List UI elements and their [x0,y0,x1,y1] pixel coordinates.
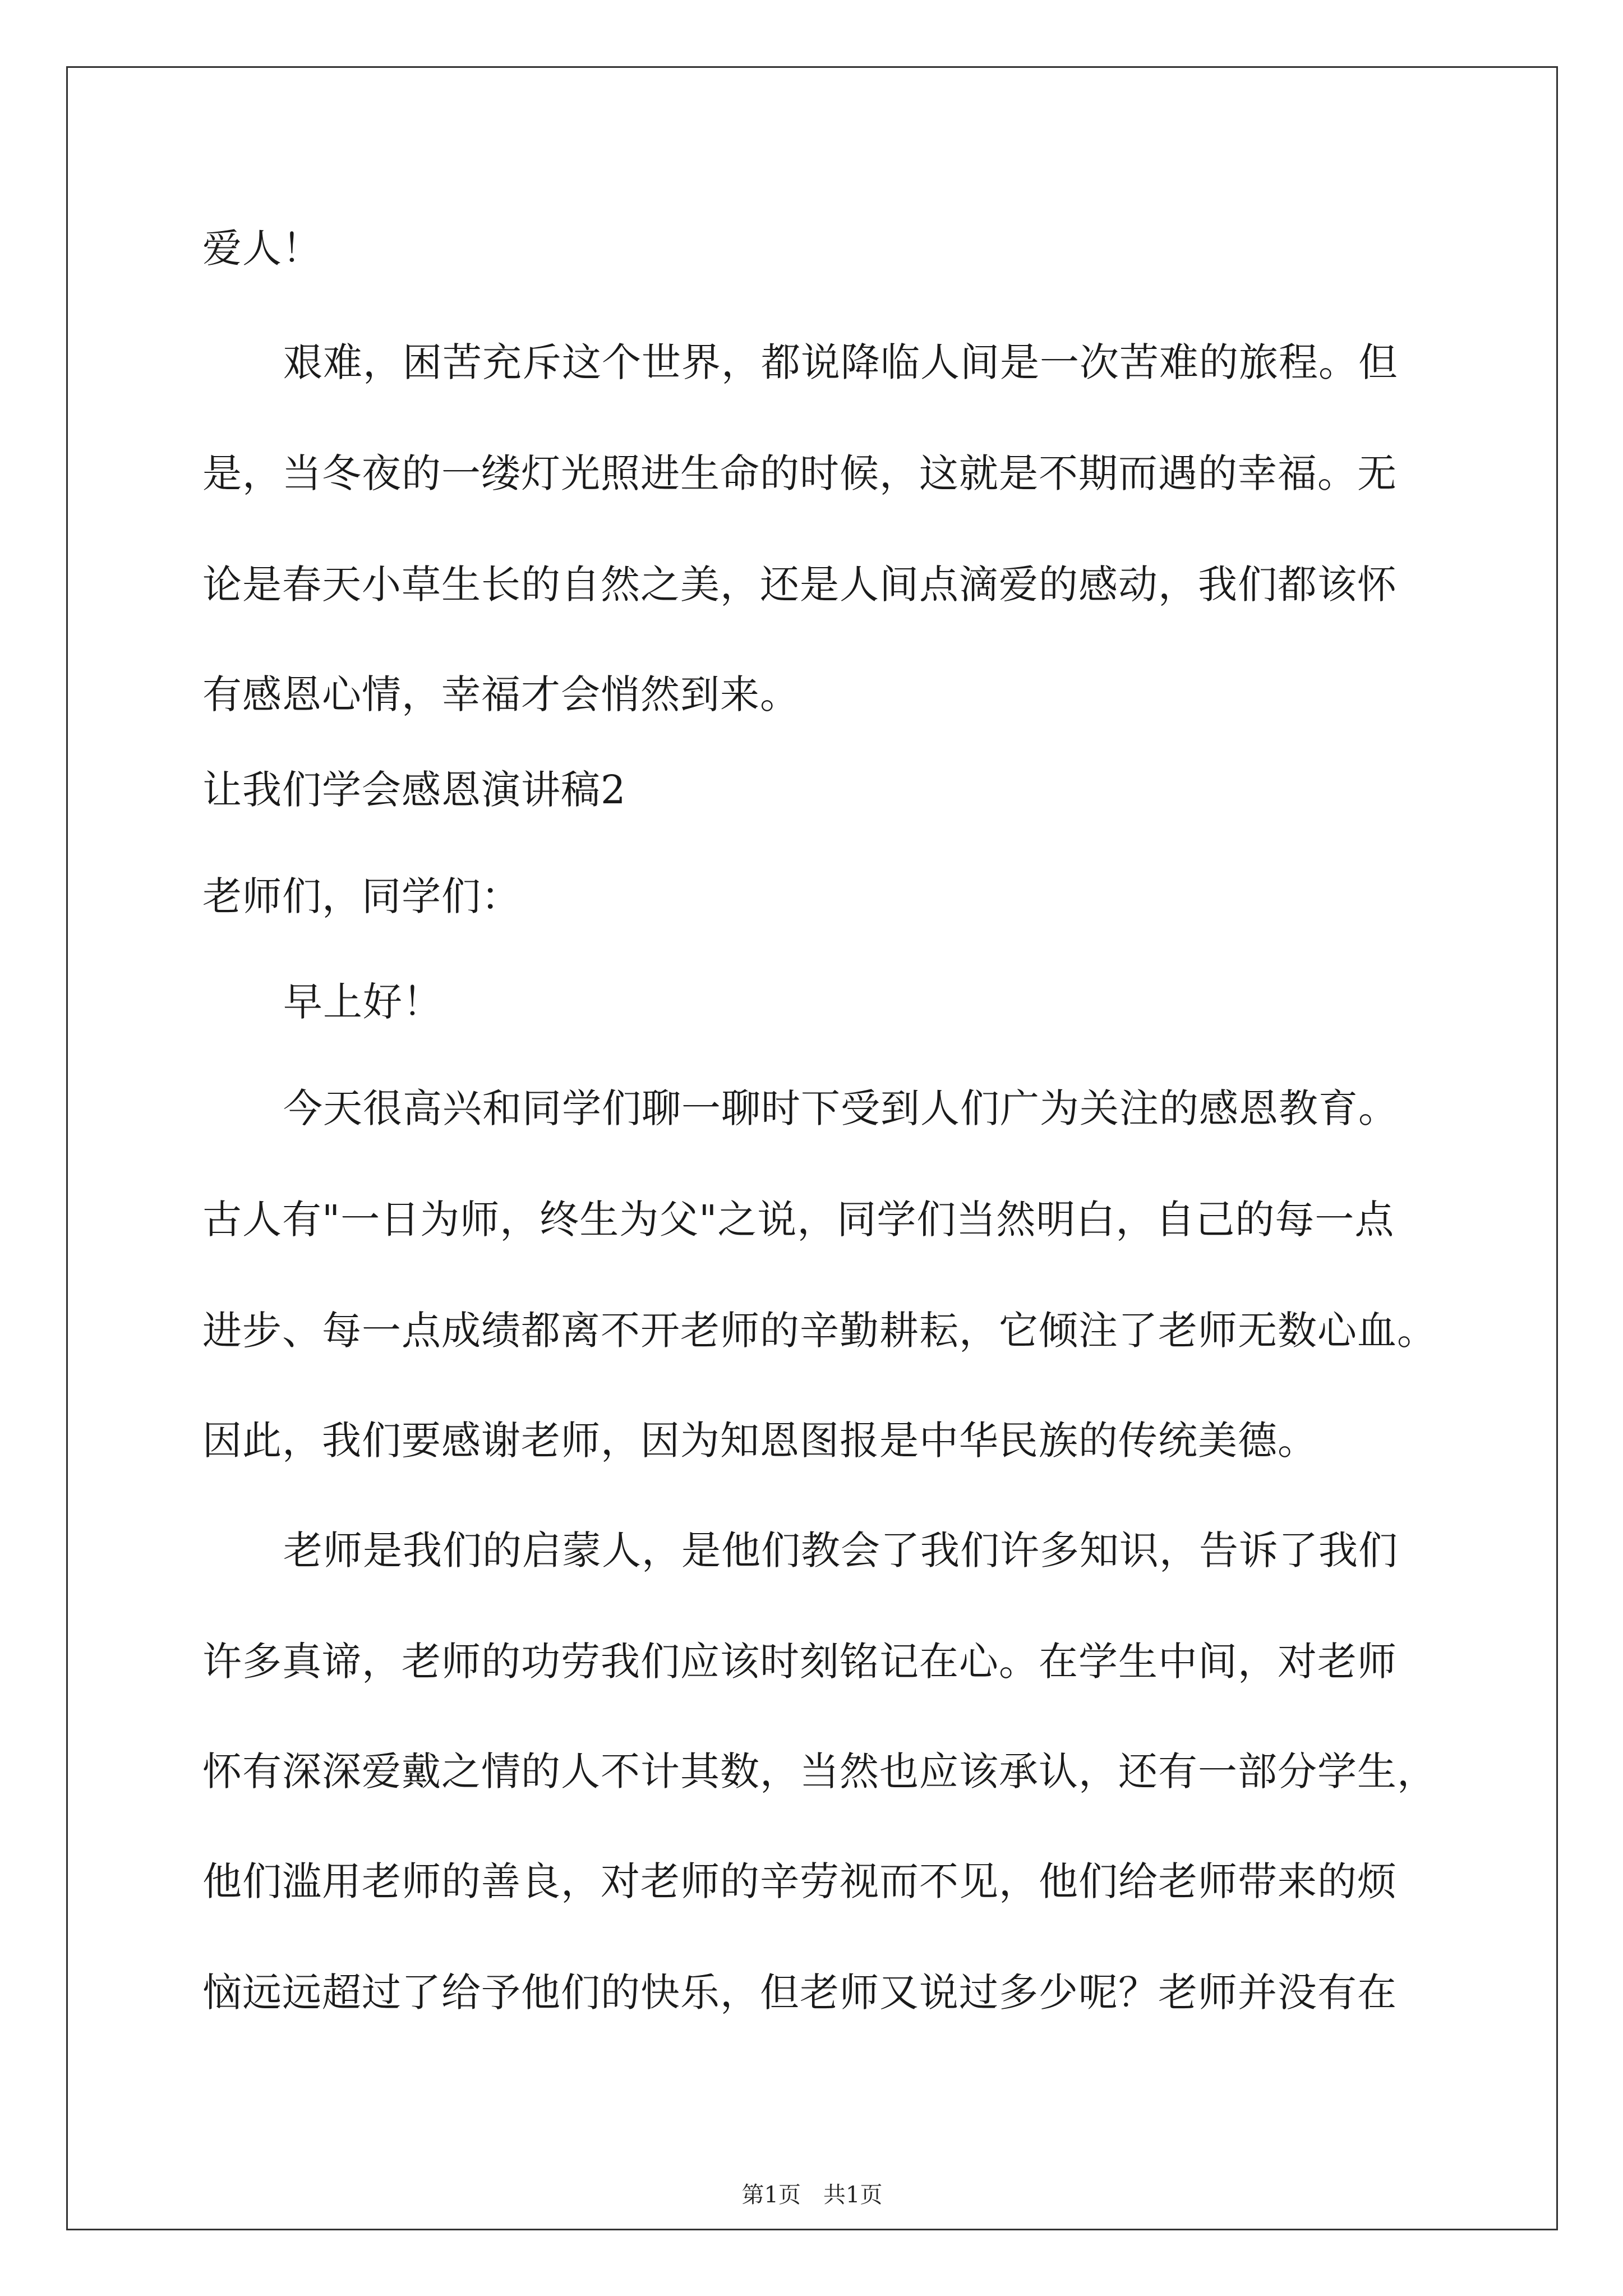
page-footer: 第1页 共1页 [741,2182,883,2208]
text-line: 进步、每一点成绩都离不开老师的辛勤耕耘，它倾注了老师无数心血。 [202,1308,1437,1354]
text-line: 因此，我们要感谢老师，因为知恩图报是中华民族的传统美德。 [202,1418,1317,1464]
text-line: 艰难，困苦充斥这个世界，都说降临人间是一次苦难的旅程。但 [283,339,1398,385]
text-line: 今天很高兴和同学们聊一聊时下受到人们广为关注的感恩教育。 [283,1085,1398,1131]
text-line: 他们滥用老师的善良，对老师的辛劳视而不见，他们给老师带来的烦 [202,1858,1397,1904]
text-line: 是，当冬夜的一缕灯光照进生命的时候，这就是不期而遇的幸福。无 [202,450,1397,496]
text-line: 老师们，同学们： [202,873,521,919]
section-heading: 让我们学会感恩演讲稿2 [202,767,626,813]
text-line: 古人有"一日为师，终生为父"之说，同学们当然明白，自己的每一点 [202,1197,1395,1243]
page-frame [66,66,1558,2230]
text-line: 论是春天小草生长的自然之美，还是人间点滴爱的感动，我们都该怀 [202,562,1397,608]
text-line: 有感恩心情，幸福才会悄然到来。 [202,671,800,717]
text-line: 恼远远超过了给予他们的快乐，但老师又说过多少呢？老师并没有在 [202,1970,1397,2016]
text-line: 早上好！ [283,979,442,1025]
text-line: 许多真谛，老师的功劳我们应该时刻铭记在心。在学生中间，对老师 [202,1639,1397,1685]
text-line: 爱人！ [202,226,322,272]
text-line: 怀有深深爱戴之情的人不计其数，当然也应该承认，还有一部分学生， [202,1749,1437,1795]
text-line: 老师是我们的启蒙人，是他们教会了我们许多知识，告诉了我们 [283,1527,1398,1573]
